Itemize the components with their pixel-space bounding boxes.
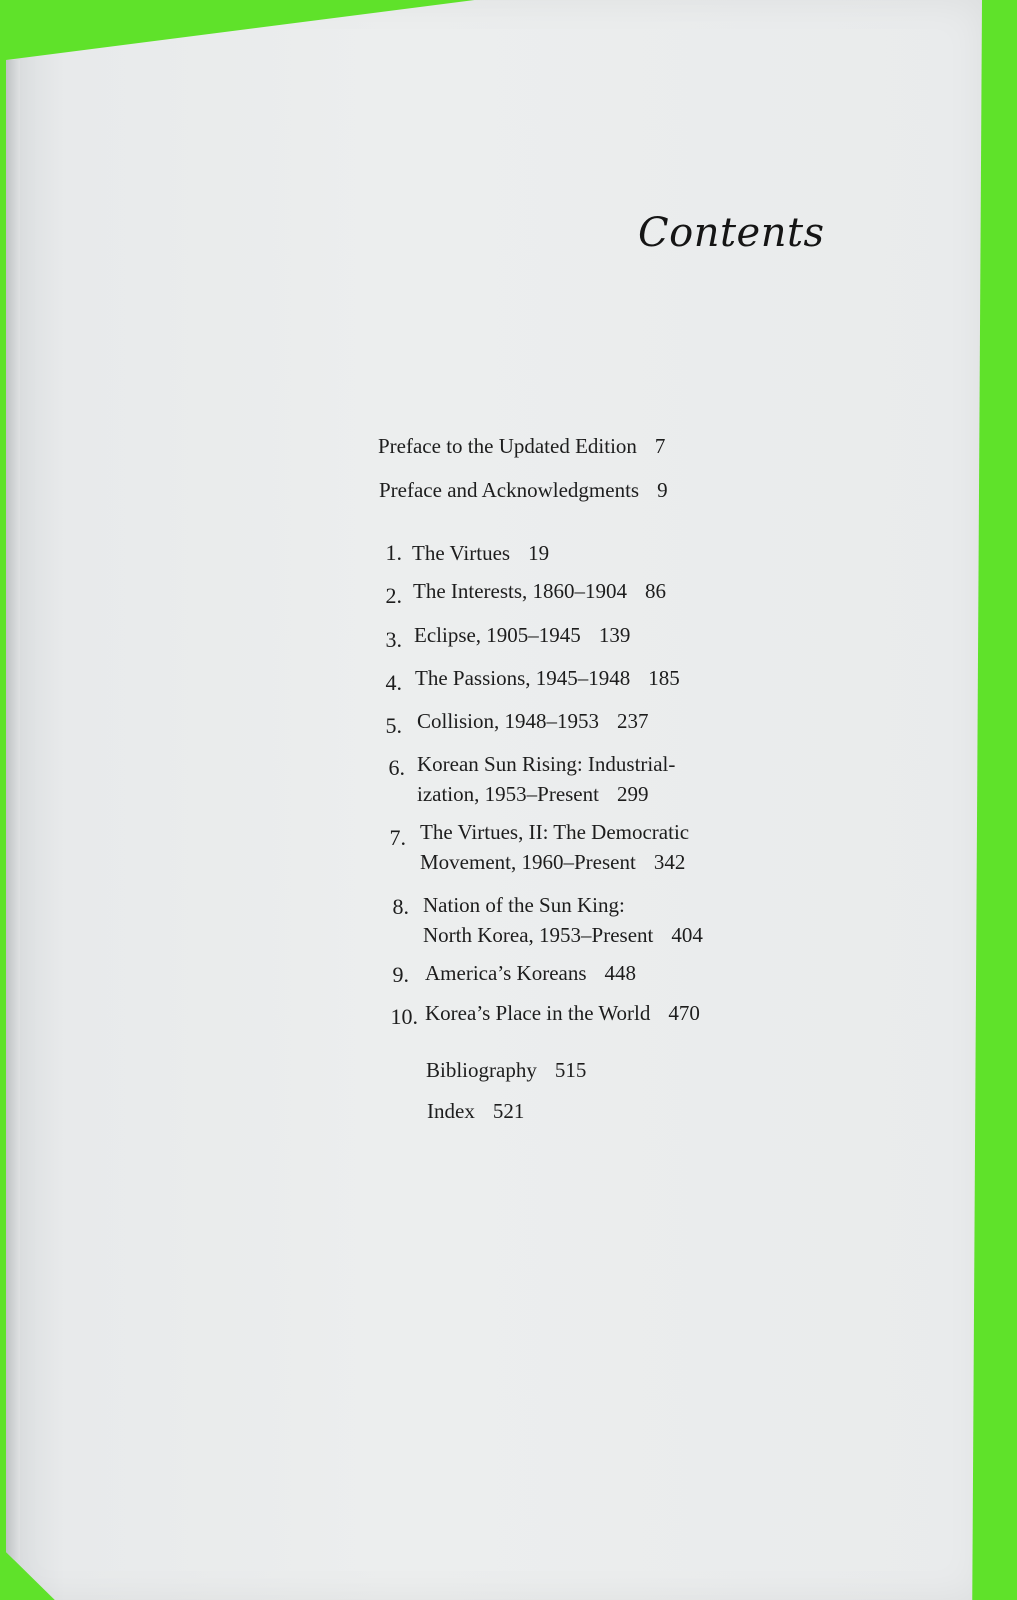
toc-entry-chapter-10: [425, 1000, 700, 1026]
toc-entry-chapter-7: [420, 819, 689, 875]
toc-entry-chapter-1: [412, 540, 549, 566]
toc-entry-chapter-2: [413, 578, 666, 604]
entry-title: The Passions, 1945–1948: [415, 666, 631, 690]
entry-page: 342: [653, 850, 686, 874]
entry-page: 299: [616, 782, 649, 806]
entry-title: Preface to the Updated Edition: [378, 434, 637, 458]
entry-title: Eclipse, 1905–1945: [414, 623, 581, 647]
chapter-number: 2.: [385, 583, 402, 608]
entry-page: 7: [654, 434, 666, 458]
entry-title: Collision, 1948–1953: [417, 709, 600, 733]
entry-page: 470: [668, 1001, 700, 1025]
entry-page: 237: [617, 709, 649, 733]
entry-title: The Interests, 1860–1904: [413, 579, 628, 603]
entry-title: Korea’s Place in the World: [425, 1001, 651, 1025]
entry-page: 9: [657, 478, 668, 502]
entry-title-line: ization, 1953–Present 299: [417, 782, 649, 806]
entry-page: 448: [604, 961, 637, 985]
entry-page: 404: [671, 923, 703, 947]
toc-entry-chapter-8: [423, 892, 703, 948]
toc-entry-chapter-6: [417, 751, 675, 807]
chapter-number: 10.: [390, 1004, 418, 1029]
entry-title-line: Movement, 1960–Present 342: [420, 850, 686, 874]
entry-title: America’s Koreans: [425, 961, 587, 985]
chapter-number: 9.: [392, 962, 409, 987]
chapter-number: 8.: [392, 894, 409, 919]
entry-title: Bibliography: [426, 1058, 537, 1082]
chapter-number: 7.: [389, 825, 406, 850]
chapter-number: 1.: [385, 540, 402, 565]
entry-page: 521: [492, 1099, 525, 1123]
entry-page: 185: [648, 666, 680, 690]
chapter-number: 5.: [385, 713, 402, 738]
toc-entry-index: [427, 1098, 524, 1124]
chapter-number: 6.: [388, 755, 405, 780]
toc-entry-chapter-9: [425, 960, 636, 986]
entry-title-line: The Virtues, II: The Democratic: [420, 820, 690, 844]
entry-title-line: Korean Sun Rising: Industrial-: [417, 752, 676, 776]
entry-page: 515: [554, 1058, 587, 1082]
toc-entry-chapter-4: [415, 665, 680, 691]
entry-title: Index: [427, 1099, 475, 1123]
toc-entry-bibliography: [426, 1057, 586, 1083]
toc-entry-chapter-3: [414, 622, 630, 648]
entry-title: Preface and Acknowledgments: [379, 478, 640, 502]
toc-entry-preface-updated: [378, 433, 665, 459]
chapter-number: 4.: [385, 670, 402, 695]
entry-page: 19: [528, 541, 550, 565]
entry-page: 139: [598, 623, 631, 647]
toc-entry-chapter-5: [417, 708, 649, 734]
entry-title: The Virtues: [412, 541, 511, 565]
entry-page: 86: [645, 579, 667, 603]
page-title: Contents: [638, 210, 825, 256]
entry-title-line: North Korea, 1953–Present 404: [423, 923, 703, 947]
entry-title-line: Nation of the Sun King:: [423, 893, 625, 917]
toc-entry-preface-acknowledgments: [379, 477, 668, 503]
chapter-number: 3.: [385, 627, 402, 652]
